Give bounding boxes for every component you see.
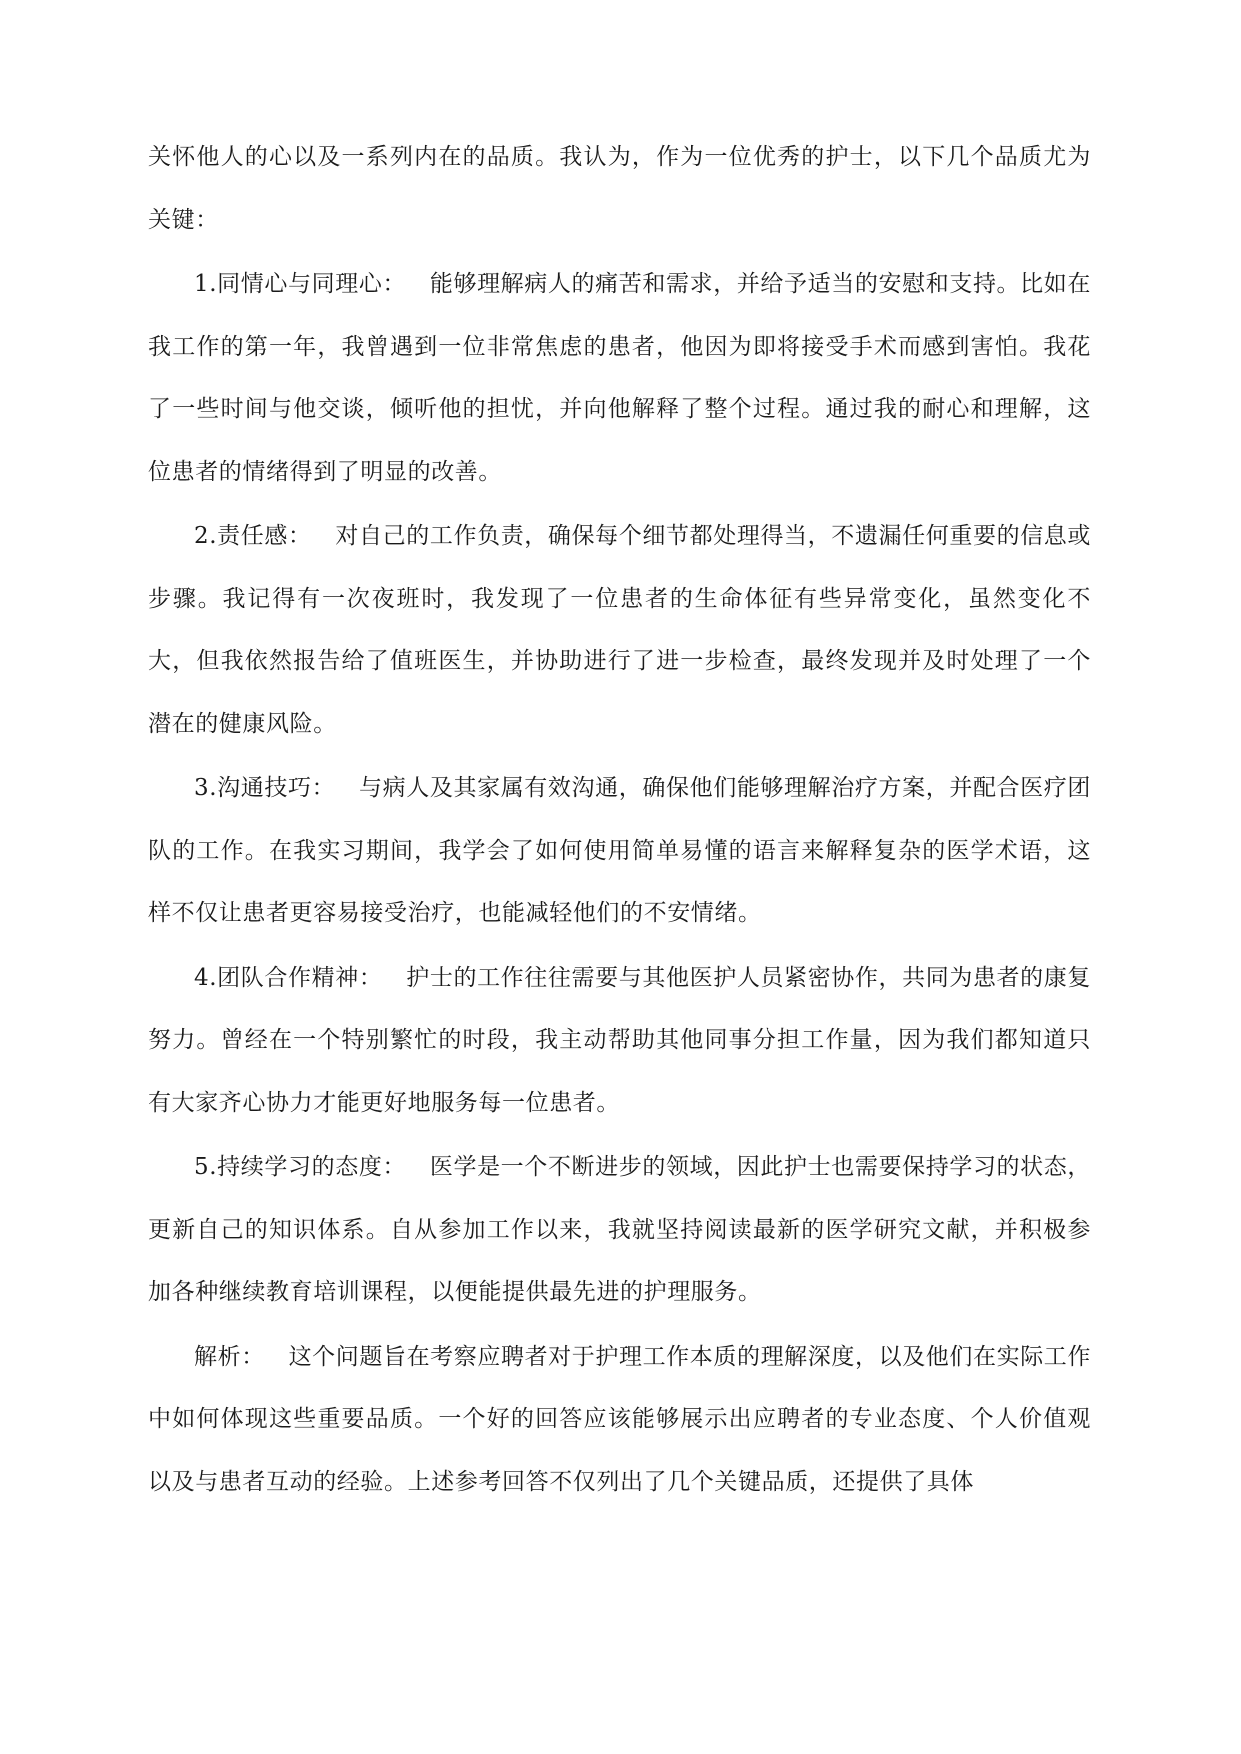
document-page [148,126,1091,1515]
item-text: 对自己的工作负责，确保每个细节都处理得当，不遗漏任何重要的信息或步骤。我记得有一次夜班时，我发现了一位患者的生命体征有些异常变化，虽然变化不大，但我依然报告给了值班医生，并协助进行了进一步检查，最终发现并及时处理了一个潜在的健康风险。 [148,523,1092,737]
item-text: 医学是一个不断进步的领域，因此护士也需要保持学习的状态，更新自己的知识体系。自从参加工作以来，我就坚持阅读最新的医学研究文献，并积极参加各种继续教育培训课程，以便能提供最先进的护理服务。 [148,1154,1091,1305]
analysis-paragraph [148,1326,1091,1514]
quality-item-1 [148,253,1091,503]
quality-item-4 [148,947,1091,1135]
quality-item-5 [148,1136,1091,1324]
quality-item-3 [148,757,1091,945]
quality-item-2 [148,505,1091,755]
analysis-text: 这个问题旨在考察应聘者对于护理工作本质的理解深度，以及他们在实际工作中如何体现这些重要品质。一个好的回答应该能够展示出应聘者的专业态度、个人价值观以及与患者互动的经验。上述参考回答不仅列出了几个关键品质，还提供了具体 [148,1343,1092,1495]
item-text: 与病人及其家属有效沟通，确保他们能够理解治疗方案，并配合医疗团队的工作。在我实习期间，我学会了如何使用简单易懂的语言来解释复杂的医学术语，这样不仅让患者更容易接受治疗，也能减轻他们的不安情绪。 [148,775,1091,926]
item-label: 1.同情心与同理心： [194,271,407,297]
item-label: 5.持续学习的态度： [194,1154,407,1180]
item-label: 2.责任感： [194,523,312,549]
analysis-label: 解析： [194,1343,265,1370]
item-label: 3.沟通技巧： [194,775,336,801]
item-label: 4.团队合作精神： [194,964,383,991]
item-text: 能够理解病人的痛苦和需求，并给予适当的安慰和支持。比如在我工作的第一年，我曾遇到一位非常焦虑的患者，他因为即将接受手术而感到害怕。我花了一些时间与他交谈，倾听他的担忧，并向他解释了整个过程。通过我的耐心和理解，这位患者的情绪得到了明显的改善。 [148,271,1091,485]
item-text: 护士的工作往往需要与其他医护人员紧密协作，共同为患者的康复努力。曾经在一个特别繁忙的时段，我主动帮助其他同事分担工作量，因为我们都知道只有大家齐心协力才能更好地服务每一位患者。 [148,964,1091,1116]
intro-paragraph: 关怀他人的心以及一系列内在的品质。我认为，作为一位优秀的护士，以下几个品质尤为关键： [148,144,1091,233]
